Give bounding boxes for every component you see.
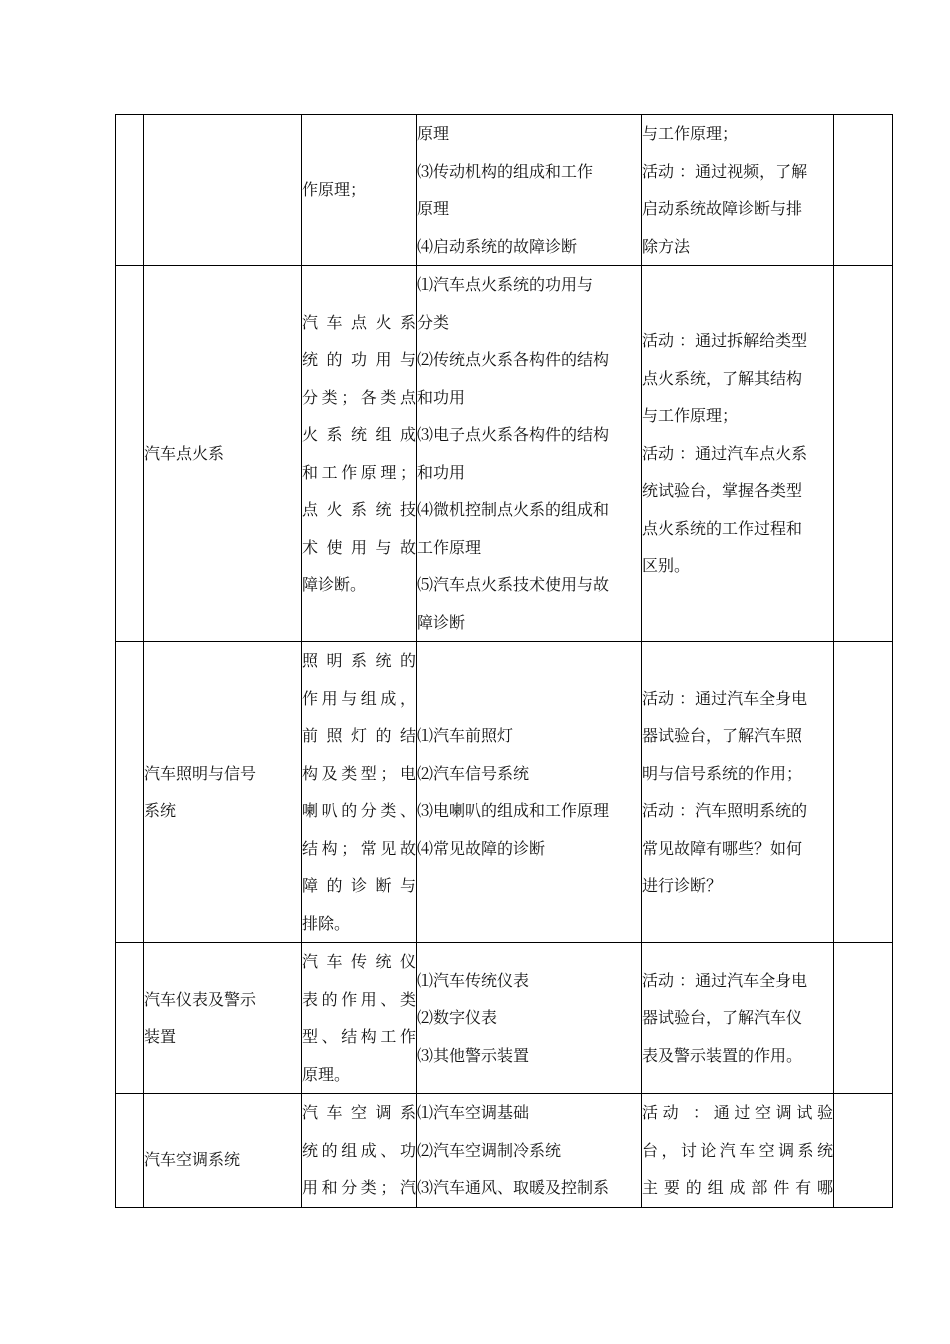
content-line: 和功用 [417, 387, 466, 407]
activity-line: 活动 ：通过拆解给类型 [642, 331, 808, 351]
activity-line: 启动系统故障诊断与排 [642, 199, 803, 218]
table-row [116, 943, 893, 1094]
topic-line: 汽车点火系 [144, 443, 225, 463]
activity-line: 表及警示装置的作用。 [642, 1045, 803, 1065]
topic-cell [144, 642, 302, 943]
content-cell [417, 266, 642, 642]
activity-line: 活动 ：通过汽车点火系 [642, 443, 808, 463]
content-line: ⑶电喇叭的组成和工作原理 [417, 801, 610, 820]
activity-line: 台，讨论汽车空调系统 [642, 1140, 833, 1160]
activity-line: 主要的组成部件有哪 [642, 1178, 833, 1197]
goal-line: 分类；各类点 [302, 387, 416, 407]
content-line: 分类 [417, 312, 450, 332]
activity-line: 统试验台，掌握各类型 [642, 481, 803, 501]
content-line: ⑶电子点火系各构件的结构 [417, 425, 610, 444]
content-cell [417, 642, 642, 943]
goal-line: 统的组成、功 [302, 1140, 416, 1160]
activity-line: 点火系统，了解其结构 [642, 368, 803, 388]
index-cell [116, 1094, 144, 1208]
table-row [116, 115, 893, 266]
goal-line: 排除。 [302, 913, 351, 933]
activity-line: 点火系统的工作过程和 [642, 518, 803, 538]
index-cell [116, 266, 144, 642]
activity-line: 常见故障有哪些？如何 [642, 838, 803, 858]
activity-line: 与工作原理； [642, 124, 739, 143]
content-cell [417, 115, 642, 266]
remark-cell [834, 1094, 893, 1208]
content-line: 原理 [417, 124, 450, 143]
goal-line: 汽车点火系 [302, 312, 416, 332]
goal-line: 术使用与故 [302, 537, 416, 557]
content-line: ⑵传统点火系各构件的结构 [417, 350, 610, 369]
topic-line: 汽车照明与信号 [144, 763, 257, 783]
activity-line: 活动 ：通过空调试验 [642, 1103, 833, 1122]
activity-line: 明与信号系统的作用； [642, 763, 803, 783]
table-row [116, 266, 893, 642]
goal-line: 作用与组成， [302, 688, 416, 708]
remark-cell [834, 642, 893, 943]
content-cell [417, 1094, 642, 1208]
content-line: 工作原理 [417, 537, 482, 557]
content-line: ⑶其他警示装置 [417, 1045, 530, 1065]
topic-cell [144, 115, 302, 266]
goal-line: 作原理； [302, 180, 367, 200]
content-cell [417, 943, 642, 1094]
syllabus-table [115, 114, 893, 1208]
content-line: 和功用 [417, 462, 466, 482]
activity-line: 活动 ：通过视频，了解 [642, 161, 808, 181]
activity-line: 活动 ：汽车照明系统的 [642, 801, 808, 820]
goal-line: 结构；常见故 [302, 838, 416, 858]
activity-line: 活动 ：通过汽车全身电 [642, 970, 808, 990]
content-line: ⑶汽车通风、取暖及控制系 [417, 1178, 610, 1197]
activity-line: 除方法 [642, 236, 691, 256]
goal-line: 点火系统技 [302, 500, 416, 519]
content-line: ⑴汽车空调基础 [417, 1103, 530, 1122]
goal-line: 汽车空调系 [302, 1103, 416, 1122]
activity-cell [642, 943, 834, 1094]
goal-cell [302, 642, 417, 943]
goal-line: 和工作原理； [302, 462, 416, 482]
content-line: ⑷微机控制点火系的组成和 [417, 500, 610, 519]
goal-line: 照明系统的 [302, 651, 416, 670]
goal-line: 障诊断。 [302, 575, 367, 594]
content-line: ⑵汽车空调制冷系统 [417, 1140, 562, 1160]
content-line: ⑷启动系统的故障诊断 [417, 236, 578, 256]
table-row [116, 642, 893, 943]
content-line: 障诊断 [417, 612, 466, 632]
topic-cell [144, 943, 302, 1094]
content-line: ⑴汽车传统仪表 [417, 970, 530, 990]
goal-line: 汽车传统仪 [302, 952, 416, 971]
goal-line: 障的诊断与 [302, 876, 416, 895]
index-cell [116, 115, 144, 266]
goal-cell [302, 943, 417, 1094]
remark-cell [834, 266, 893, 642]
topic-line: 系统 [144, 801, 177, 820]
index-cell [116, 943, 144, 1094]
goal-line: 喇叭的分类、 [302, 801, 416, 820]
remark-cell [834, 115, 893, 266]
topic-cell [144, 1094, 302, 1208]
goal-cell [302, 115, 417, 266]
goal-line: 前照灯的结 [302, 726, 416, 745]
content-line: ⑷常见故障的诊断 [417, 838, 546, 858]
activity-line: 器试验台，了解汽车仪 [642, 1008, 803, 1028]
activity-cell [642, 642, 834, 943]
activity-line: 活动 ：通过汽车全身电 [642, 688, 808, 708]
table-row [116, 1094, 893, 1208]
content-line: ⑴汽车点火系统的功用与 [417, 275, 594, 294]
activity-line: 进行诊断？ [642, 876, 723, 895]
topic-line: 装置 [144, 1027, 177, 1046]
content-line: ⑶传动机构的组成和工作 [417, 161, 594, 181]
goal-line: 用和分类；汽 [302, 1178, 416, 1197]
content-line: ⑴汽车前照灯 [417, 726, 514, 745]
goal-line: 表的作用、类 [302, 989, 416, 1009]
content-line: ⑵数字仪表 [417, 1008, 498, 1028]
goal-line: 构及类型；电 [302, 763, 416, 783]
activity-cell [642, 1094, 834, 1208]
topic-line: 汽车空调系统 [144, 1149, 241, 1169]
goal-line: 原理。 [302, 1064, 351, 1084]
activity-line: 区别。 [642, 556, 691, 576]
activity-cell [642, 266, 834, 642]
topic-line: 汽车仪表及警示 [144, 989, 257, 1009]
goal-cell [302, 1094, 417, 1208]
goal-line: 统的功用与 [302, 350, 416, 369]
goal-line: 型、结构工作 [302, 1027, 416, 1046]
index-cell [116, 642, 144, 943]
activity-cell [642, 115, 834, 266]
content-line: ⑸汽车点火系技术使用与故 [417, 575, 610, 594]
topic-cell [144, 266, 302, 642]
content-line: ⑵汽车信号系统 [417, 763, 530, 783]
activity-line: 与工作原理； [642, 406, 739, 426]
goal-line: 火系统组成 [302, 425, 416, 444]
activity-line: 器试验台，了解汽车照 [642, 726, 803, 745]
content-line: 原理 [417, 199, 450, 218]
remark-cell [834, 943, 893, 1094]
goal-cell [302, 266, 417, 642]
